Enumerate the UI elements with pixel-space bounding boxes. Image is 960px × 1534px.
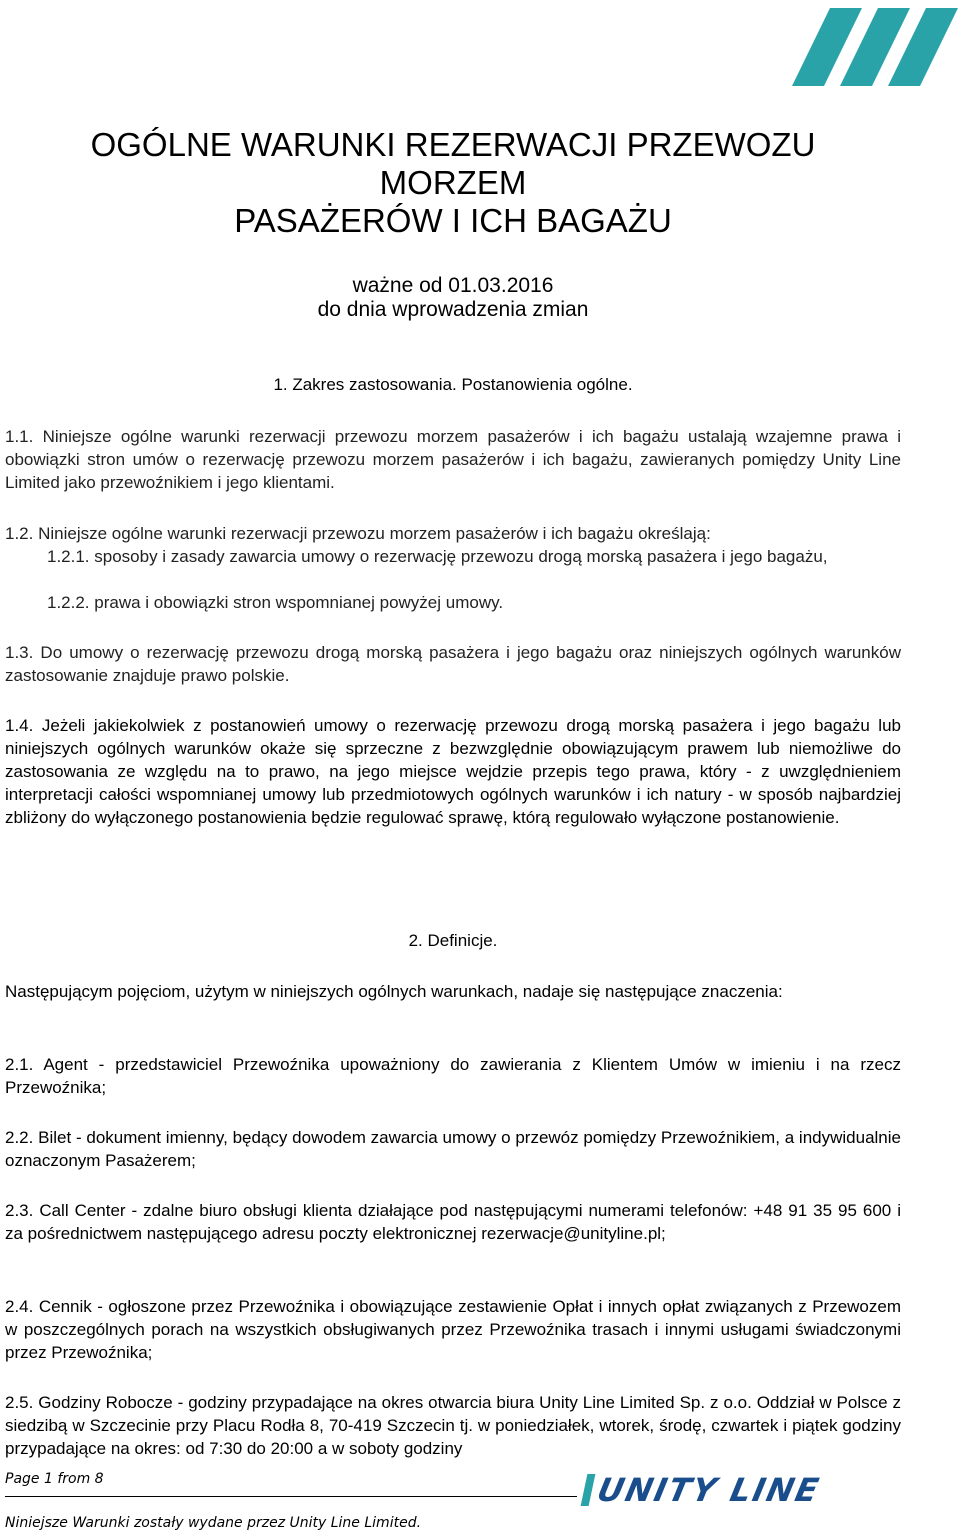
definition-2-4: 2.4. Cennik - ogłoszone przez Przewoźnika i obowiązujące zestawienie Opłat i innych opłat związanych z Przewozem w poszczególnych porach na wszystkich obsługiwanych przez Przewoźnika trasach i innymi usługami świadczonymi przez Przewoźnika; bbox=[5, 1297, 901, 1362]
logo-accent-bar bbox=[581, 1474, 596, 1506]
definition-2-1: 2.1. Agent - przedstawiciel Przewoźnika upoważniony do zawierania z Klientem Umów w imieniu i na rzecz Przewoźnika; bbox=[5, 1055, 901, 1097]
definition-2-3: 2.3. Call Center - zdalne biuro obsługi klienta działające pod następującymi numerami telefonów: +48 91 35 95 600 i za pośrednictwem następującego adresu poczty elektronicznej rezerwacje@unityline.pl; bbox=[5, 1201, 901, 1243]
definition-2-5: 2.5. Godziny Robocze - godziny przypadające na okres otwarcia biura Unity Line Limited Sp. z o.o. Oddział w Polsce z siedzibą w Szczecinie przy Placu Rodła 8, 70-419 Szczecin tj. w poniedziałek, wtorek, środę, czwartek i piątek godziny przypadające na okres: od 7:30 do 20:00 a w soboty godziny bbox=[5, 1393, 901, 1458]
footer-note: Niniejsze Warunki zostały wydane przez Unity Line Limited. bbox=[5, 1515, 422, 1531]
footer-divider bbox=[5, 1496, 577, 1497]
clause-1-4: 1.4. Jeżeli jakiekolwiek z postanowień umowy o rezerwację przewozu drogą morską pasażera i jego bagażu lub niniejszych ogólnych warunków okaże się sprzeczne z bezwzględnie obowiązującym prawem lub niemożliwe do zastosowania ze względu na to prawo, na jego miejsce wejdzie przepis tego prawa, który - z uwzględnieniem interpretacji całości wspomnianej umowy lub przedmiotowych ogólnych warunków i ich natury - w sposób najbardziej zbliżony do wyłączonego postanowienia będzie regulować sprawę, którą regulowało wyłączone postanowienie. bbox=[5, 716, 901, 827]
clause-1-3: 1.3. Do umowy o rezerwację przewozu drogą morską pasażera i jego bagażu oraz niniejszych ogólnych warunków zastosowanie znajduje prawo polskie. bbox=[5, 643, 901, 685]
validity-date: ważne od 01.03.2016 bbox=[352, 274, 554, 297]
definitions-intro: Następującym pojęciom, użytym w niniejszych ogólnych warunkach, nadaje się następujące znaczenia: bbox=[5, 982, 783, 1001]
definition-2-2: 2.2. Bilet - dokument imienny, będący dowodem zawarcia umowy o przewóz pomiędzy Przewoźnikiem, a indywidualnie oznaczonym Pasażerem; bbox=[5, 1128, 901, 1170]
document-title-line-2: MORZEM bbox=[379, 164, 527, 201]
clause-1-2-1: 1.2.1. sposoby i zasady zawarcia umowy o rezerwację przewozu drogą morską pasażera i jego bagażu, bbox=[47, 547, 828, 566]
document-title-line-1: OGÓLNE WARUNKI REZERWACJI PRZEWOZU bbox=[90, 126, 816, 163]
logo-text: UNITY LINE bbox=[593, 1471, 824, 1509]
unity-line-stripes-logo bbox=[792, 4, 958, 88]
section-2-heading: 2. Definicje. bbox=[408, 931, 498, 950]
validity-note: do dnia wprowadzenia zmian bbox=[317, 298, 589, 321]
unity-line-wordmark-logo bbox=[584, 1472, 882, 1508]
clause-1-2: 1.2. Niniejsze ogólne warunki rezerwacji przewozu morzem pasażerów i ich bagażu określają: bbox=[5, 524, 711, 543]
page-number: Page 1 from 8 bbox=[5, 1471, 104, 1487]
clause-1-1: 1.1. Niniejsze ogólne warunki rezerwacji przewozu morzem pasażerów i ich bagażu ustalają wzajemne prawa i obowiązki stron umów o rezerwację przewozu morzem pasażerów i ich bagażu, zawieranych pomiędzy Unity Line Limited jako przewoźnikiem i jego klientami. bbox=[5, 427, 901, 492]
document-title-line-3: PASAŻERÓW I ICH BAGAŻU bbox=[234, 202, 672, 239]
section-1-heading: 1. Zakres zastosowania. Postanowienia ogólne. bbox=[273, 375, 633, 394]
clause-1-2-2: 1.2.2. prawa i obowiązki stron wspomnianej powyżej umowy. bbox=[47, 593, 504, 612]
